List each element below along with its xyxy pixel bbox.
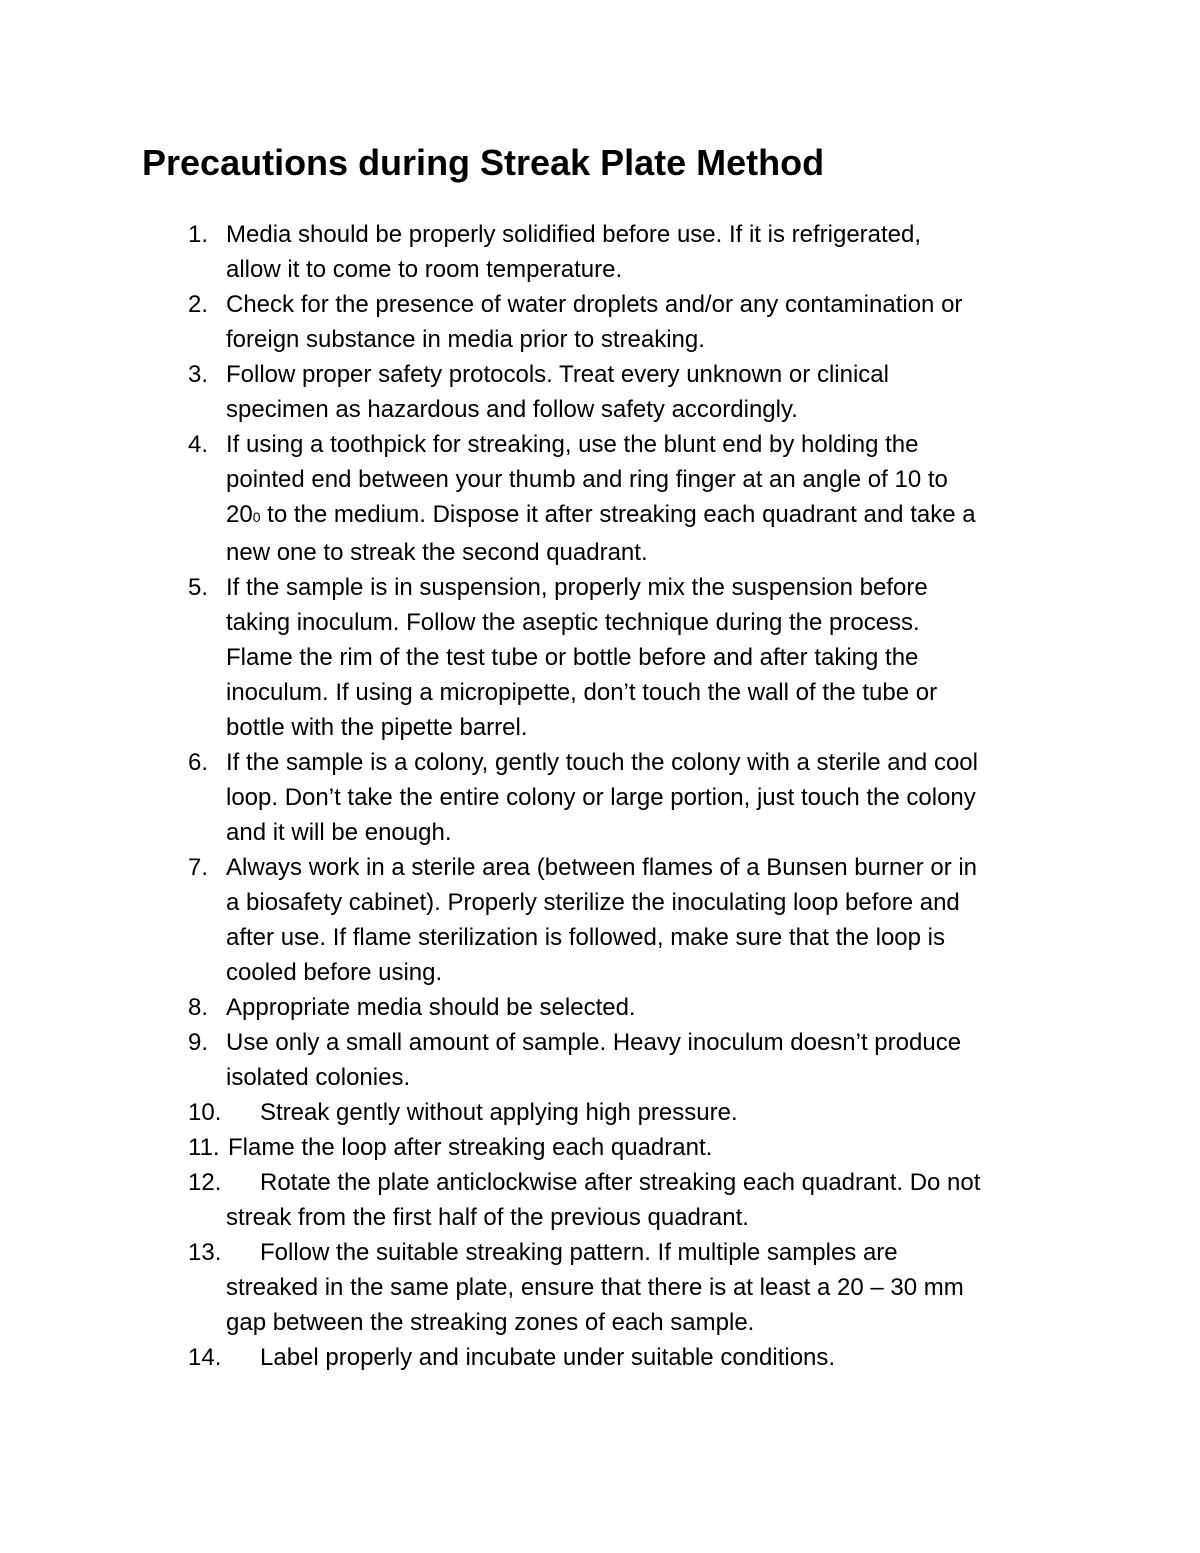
item-text-line: Rotate the plate anticlockwise after streaking each quadrant. Do not bbox=[260, 1169, 981, 1196]
item-text-line: loop. Don’t take the entire colony or large portion, just touch the colony bbox=[226, 784, 976, 811]
item-text-line: streaked in the same plate, ensure that there is at least a 20 – 30 mm bbox=[226, 1274, 964, 1301]
precautions-list bbox=[0, 217, 1200, 1375]
item-number: 14. bbox=[188, 1344, 222, 1371]
item-number: 13. bbox=[188, 1239, 222, 1266]
item-text-line: Flame the rim of the test tube or bottle before and after taking the bbox=[226, 644, 919, 671]
item-text-line: taking inoculum. Follow the aseptic technique during the process. bbox=[226, 609, 920, 636]
item-text-line: pointed end between your thumb and ring finger at an angle of 10 to bbox=[226, 466, 948, 493]
item-text-line: Follow the suitable streaking pattern. If multiple samples are bbox=[260, 1239, 898, 1266]
list-item bbox=[0, 1095, 1200, 1130]
item-text-line: Check for the presence of water droplets and/or any contamination or bbox=[226, 291, 963, 318]
list-item bbox=[0, 1165, 1200, 1235]
item-text-line: gap between the streaking zones of each sample. bbox=[226, 1309, 755, 1336]
item-text-line: Always work in a sterile area (between flames of a Bunsen burner or in bbox=[226, 854, 978, 881]
item-text-line: streak from the first half of the previous quadrant. bbox=[226, 1204, 749, 1231]
item-text-line: foreign substance in media prior to streaking. bbox=[226, 326, 705, 353]
item-text-line: cooled before using. bbox=[226, 959, 443, 986]
item-number: 8. bbox=[188, 994, 209, 1021]
list-item bbox=[0, 745, 1200, 850]
item-number: 3. bbox=[188, 361, 209, 388]
item-text-line: If the sample is in suspension, properly mix the suspension before bbox=[226, 574, 928, 601]
item-text-line: new one to streak the second quadrant. bbox=[226, 539, 648, 566]
item-number: 5. bbox=[188, 574, 209, 601]
list-item bbox=[0, 357, 1200, 427]
list-item bbox=[0, 850, 1200, 990]
item-text-line: Media should be properly solidified before use. If it is refrigerated, bbox=[226, 221, 922, 248]
item-text-line: bottle with the pipette barrel. bbox=[226, 714, 528, 741]
item-number: 12. bbox=[188, 1169, 222, 1196]
item-text-fragment: to the medium. Dispose it after streaking each quadrant and take a bbox=[260, 501, 976, 528]
list-item bbox=[0, 570, 1200, 745]
item-text-line: and it will be enough. bbox=[226, 819, 452, 846]
list-item bbox=[0, 1130, 1200, 1165]
item-text-line: Flame the loop after streaking each quadrant. bbox=[228, 1134, 713, 1161]
list-item bbox=[0, 427, 1200, 570]
item-text-line bbox=[226, 497, 1200, 535]
degree-marker: 0 bbox=[252, 509, 261, 525]
item-text-line: Use only a small amount of sample. Heavy inoculum doesn’t produce bbox=[226, 1029, 962, 1056]
list-item bbox=[0, 217, 1200, 287]
angle-value: 20 bbox=[226, 501, 253, 528]
page-title: Precautions during Streak Plate Method bbox=[142, 142, 825, 183]
list-item bbox=[0, 1340, 1200, 1375]
item-number: 2. bbox=[188, 291, 209, 318]
item-number: 6. bbox=[188, 749, 209, 776]
item-text-line: If using a toothpick for streaking, use the blunt end by holding the bbox=[226, 431, 919, 458]
list-item bbox=[0, 1025, 1200, 1095]
list-item bbox=[0, 1235, 1200, 1340]
item-text-line: Appropriate media should be selected. bbox=[226, 994, 636, 1021]
item-text-line: allow it to come to room temperature. bbox=[226, 256, 623, 283]
item-text-line: inoculum. If using a micropipette, don’t touch the wall of the tube or bbox=[226, 679, 938, 706]
list-item bbox=[0, 287, 1200, 357]
item-number: 4. bbox=[188, 431, 209, 458]
list-item bbox=[0, 990, 1200, 1025]
item-text-line: Streak gently without applying high pressure. bbox=[260, 1099, 738, 1126]
item-number: 10. bbox=[188, 1099, 222, 1126]
item-text-line: If the sample is a colony, gently touch the colony with a sterile and cool bbox=[226, 749, 978, 776]
item-text-line: a biosafety cabinet). Properly sterilize the inoculating loop before and bbox=[226, 889, 960, 916]
item-text-line: isolated colonies. bbox=[226, 1064, 411, 1091]
item-number: 7. bbox=[188, 854, 209, 881]
item-text-line: specimen as hazardous and follow safety accordingly. bbox=[226, 396, 798, 423]
item-text-line: Follow proper safety protocols. Treat every unknown or clinical bbox=[226, 361, 889, 388]
item-text-line: after use. If flame sterilization is followed, make sure that the loop is bbox=[226, 924, 946, 951]
item-text-line: Label properly and incubate under suitable conditions. bbox=[260, 1344, 836, 1371]
item-number: 9. bbox=[188, 1029, 209, 1056]
item-number: 11. bbox=[188, 1134, 220, 1161]
item-number: 1. bbox=[188, 221, 209, 248]
